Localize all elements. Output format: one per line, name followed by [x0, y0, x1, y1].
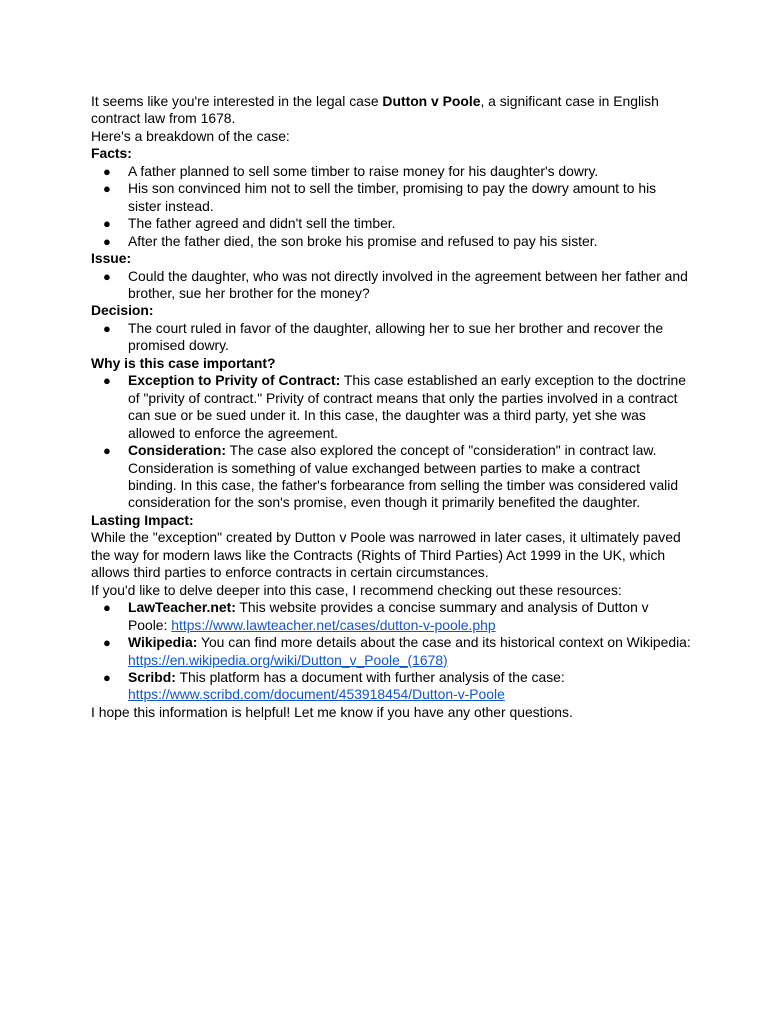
issue-list	[91, 268, 691, 303]
list-item-label: Exception to Privity of Contract:	[128, 372, 341, 389]
bullet-icon: ●	[103, 233, 111, 249]
list-item	[91, 233, 691, 250]
document-body	[91, 93, 691, 721]
resources-list	[91, 599, 691, 704]
list-item-text: After the father died, the son broke his promise and refused to pay his sister.	[128, 232, 598, 249]
bullet-icon: ●	[103, 268, 111, 284]
intro-text-after: , a significant case in English contract law from 1678.	[91, 93, 659, 127]
importance-list	[91, 372, 691, 512]
resource-text: This website provides a concise summary and analysis of Dutton v Poole:	[128, 599, 649, 633]
list-item	[91, 180, 691, 215]
decision-heading: Decision:	[91, 302, 154, 319]
facts-list	[91, 163, 691, 250]
list-item	[91, 163, 691, 180]
breakdown-line: Here's a breakdown of the case:	[91, 127, 290, 144]
facts-heading: Facts:	[91, 145, 132, 162]
resource-label: LawTeacher.net:	[128, 599, 236, 616]
list-item	[91, 320, 691, 355]
list-item-text: The court ruled in favor of the daughter, allowing her to sue her brother and recover the promised dowry.	[128, 319, 664, 354]
scribd-link[interactable]: https://www.scribd.com/document/453918454/Dutton-v-Poole	[128, 686, 505, 703]
bullet-icon: ●	[103, 320, 111, 336]
list-item-text: This case established an early exception to the doctrine of "privity of contract." Privity of contract means that only the parties involved in a contract can sue or be sued under it. In this case, the daughter was a third party, yet she was allowed to enforce the agreement.	[128, 372, 686, 441]
bullet-icon: ●	[103, 181, 111, 197]
list-item	[91, 442, 691, 512]
bullet-icon: ●	[103, 216, 111, 232]
bullet-icon: ●	[103, 600, 111, 616]
resource-text: You can find more details about the case and its historical context on Wikipedia:	[197, 634, 691, 651]
list-item	[91, 372, 691, 442]
list-item-text: The father agreed and didn't sell the timber.	[128, 215, 396, 232]
lasting-impact-heading: Lasting Impact:	[91, 511, 194, 528]
bullet-icon: ●	[103, 443, 111, 459]
intro-paragraph	[91, 93, 691, 128]
list-item-text: A father planned to sell some timber to raise money for his daughter's dowry.	[128, 162, 599, 179]
closing-paragraph: I hope this information is helpful! Let me know if you have any other questions.	[91, 703, 573, 720]
resources-intro: If you'd like to delve deeper into this case, I recommend checking out these resources:	[91, 581, 622, 598]
lawteacher-link[interactable]: https://www.lawteacher.net/cases/dutton-v-poole.php	[171, 616, 496, 633]
issue-heading: Issue:	[91, 250, 132, 267]
decision-list	[91, 320, 691, 355]
bullet-icon: ●	[103, 163, 111, 179]
lasting-impact-paragraph: While the "exception" created by Dutton v Poole was narrowed in later cases, it ultimately paved the way for modern laws like the Contracts (Rights of Third Parties) Act 1999 in the UK, which allows third parties to enforce contracts in certain circumstances.	[91, 529, 681, 581]
wikipedia-link[interactable]: https://en.wikipedia.org/wiki/Dutton_v_Poole_(1678)	[128, 651, 448, 668]
list-item	[91, 215, 691, 232]
resource-label: Wikipedia:	[128, 634, 198, 651]
list-item	[91, 599, 691, 634]
list-item	[91, 634, 691, 669]
list-item-text: The case also explored the concept of "consideration" in contract law. Consideration is something of value exchanged between parties to make a contract binding. In this case, the father's forbearance from selling the timber was considered valid consideration for the son's promise, even though it primarily benefited the daughter.	[128, 442, 679, 511]
importance-heading: Why is this case important?	[91, 354, 276, 371]
list-item-text: Could the daughter, who was not directly involved in the agreement between her father and brother, sue her brother for the money?	[128, 267, 688, 301]
bullet-icon: ●	[103, 635, 111, 651]
bullet-icon: ●	[103, 669, 111, 685]
resource-label: Scribd:	[128, 668, 176, 685]
resource-text: This platform has a document with further analysis of the case:	[175, 668, 565, 685]
list-item	[91, 669, 691, 704]
list-item	[91, 268, 691, 303]
case-name: Dutton v Poole	[382, 93, 481, 109]
list-item-text: His son convinced him not to sell the timber, promising to pay the dowry amount to his sister instead.	[128, 180, 657, 214]
intro-text-before: It seems like you're interested in the legal case	[91, 93, 383, 109]
bullet-icon: ●	[103, 373, 111, 389]
list-item-label: Consideration:	[128, 442, 227, 459]
